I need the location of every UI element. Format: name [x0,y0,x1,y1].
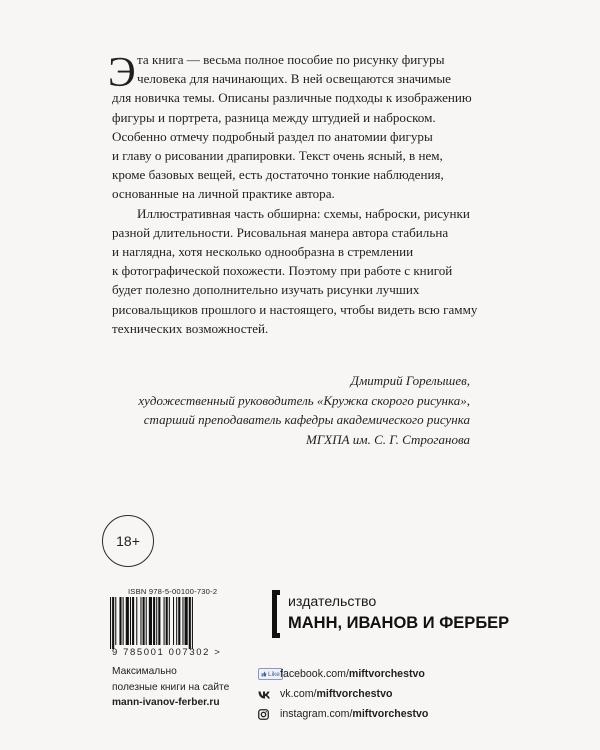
reviewer-role: художественный руководитель «Кружка скорого рисунка», [138,392,470,408]
reviewer-organization: МГХПА им. С. Г. Строганова [306,431,470,447]
barcode-icon [108,597,234,649]
facebook-prefix: facebook.com/ [280,668,349,680]
text-line: разной длительности. Рисовальная манера автора стабильна [112,224,449,240]
publisher-bracket-logo [272,590,280,638]
reviewer-role: старший преподаватель кафедры академического рисунка [143,412,470,428]
text-line: технических возможностей. [112,320,269,336]
review-text [108,50,492,338]
instagram-icon [258,709,280,720]
reviewer-signature [138,371,470,449]
facebook-link[interactable] [258,664,428,684]
instagram-link[interactable] [258,704,428,724]
publisher-label: издательство [288,594,377,610]
promo-text: Максимально [112,666,177,677]
vk-handle: miftvorchestvo [316,688,393,700]
text-line: для новичка темы. Описаны различные подходы к изображению [112,90,472,106]
barcode-digits: 9 785001 007302 > [112,647,222,658]
text-line: и наглядна, хотя несколько однообразна в стремлении [112,244,414,260]
text-line: кроме базовых вещей, есть достаточно тонкие наблюдения, [112,167,444,183]
publisher-name: МАНН, ИВАНОВ И ФЕРБЕР [288,614,510,632]
text-line: Особенно отмечу подробный раздел по анатомии фигуры [112,128,433,144]
text-line: и главу о рисовании драпировки. Текст очень ясный, в нем, [112,148,443,164]
text-line: к фотографической похожести. Поэтому при работе с книгой [112,263,453,279]
text-line: Иллюстративная часть обширна: схемы, наброски, рисунки [137,205,470,221]
text-line: та книга — весьма полное пособие по рисунку фигуры [137,52,445,67]
text-line: человека для начинающих. В ней освещаются значимые [137,71,451,87]
facebook-like-icon [258,668,280,680]
vk-icon [258,690,280,699]
promo-text: полезные книги на сайте [112,681,230,693]
text-line: фигуры и портрета, разница между штудией и наброском. [112,109,436,125]
instagram-handle: miftvorchestvo [352,708,429,720]
text-line: будет полезно дополнительно изучать рисунки лучших [112,282,420,298]
vk-link[interactable] [258,684,428,704]
vk-prefix: vk.com/ [280,688,317,700]
review-paragraph-2 [112,204,492,338]
age-rating-badge: 18+ [102,515,154,567]
text-line: основанные на личной практике автора. [112,186,335,202]
instagram-prefix: instagram.com/ [280,708,353,720]
review-paragraph-1 [112,50,492,204]
dropcap-letter: Э [108,50,136,96]
isbn-label: ISBN 978-5-00100-730-2 [128,587,218,596]
website-promo [112,664,229,711]
like-label: Like [268,670,280,678]
website-link[interactable]: mann-ivanov-ferber.ru [112,697,220,708]
text-line: рисовальщиков прошлого и настоящего, чтобы видеть всю гамму [112,301,478,317]
social-links [258,664,428,724]
reviewer-name: Дмитрий Горелышев, [350,373,470,388]
facebook-handle: miftvorchestvo [348,668,425,680]
